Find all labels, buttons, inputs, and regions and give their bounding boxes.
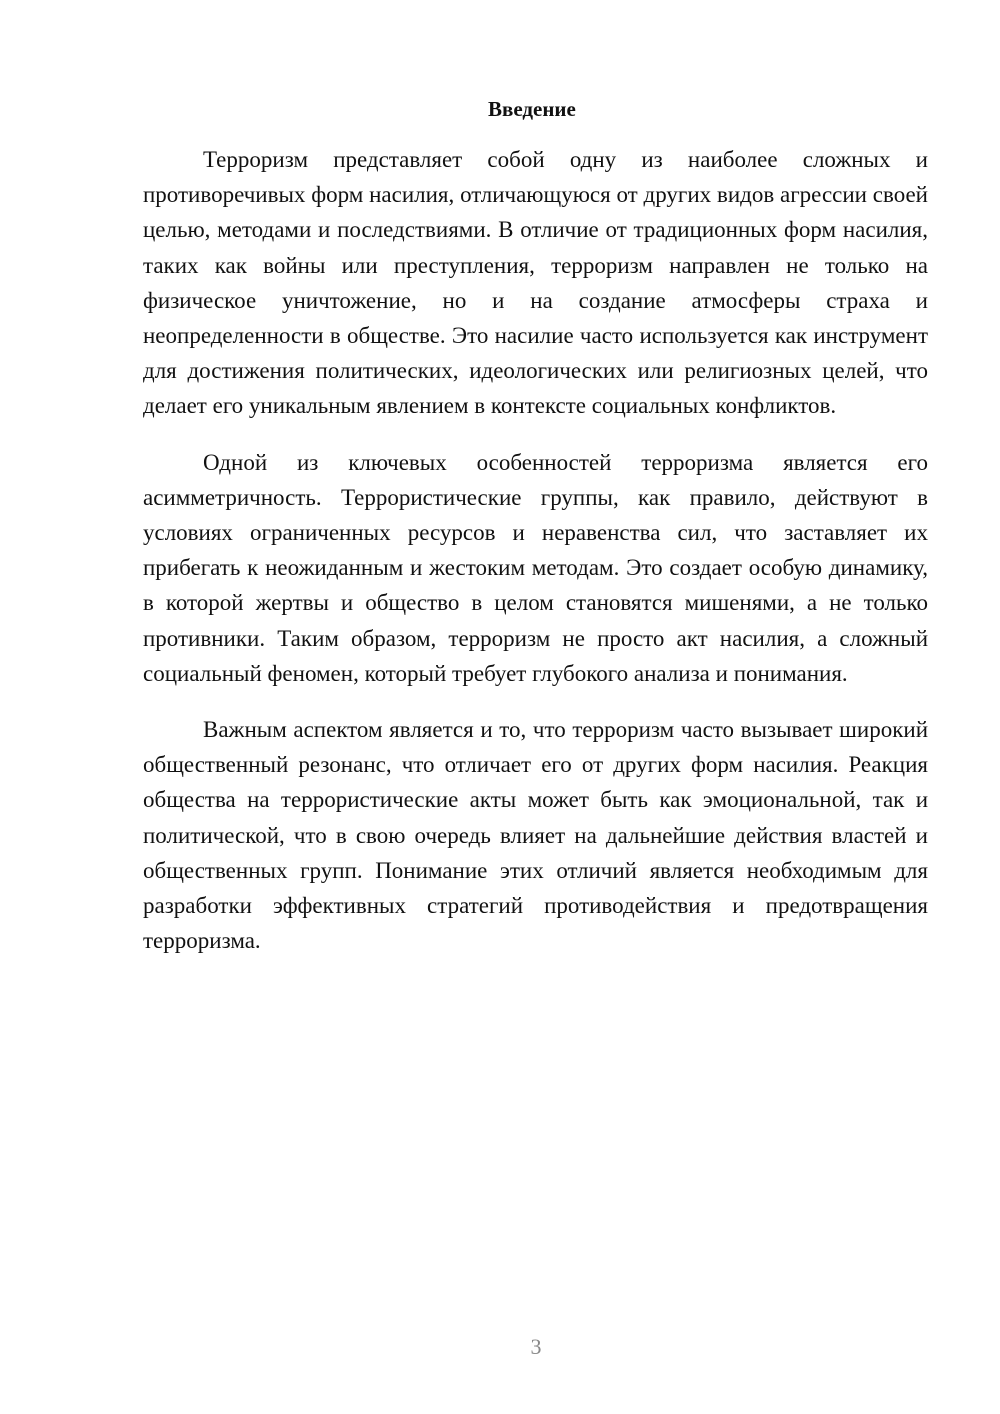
paragraph: Терроризм представляет собой одну из наиболее сложных и противоречивых форм насилия, отличающуюся от других видов агрессии своей целью, методами и последствиями. В отличие от традиционных форм насилия, таких как войны или преступления, терроризм направлен не только на физическое уничтожение, но и на создание атмосферы страха и неопределенности в обществе. Это насилие часто используется как инструмент для достижения политических, идеологических или религиозных целей, что делает его уникальным явлением в контексте социальных конфликтов. — [143, 147, 928, 419]
section-heading: Введение — [488, 97, 576, 121]
paragraph: Одной из ключевых особенностей терроризма является его асимметричность. Террористические группы, как правило, действуют в условиях ограниченных ресурсов и неравенства сил, что заставляет их прибегать к неожиданным и жестоким методам. Это создает особую динамику, в которой жертвы и общество в целом становятся мишенями, а не только противники. Таким образом, терроризм не просто акт насилия, а сложный социальный феномен, который требует глубокого анализа и понимания. — [143, 449, 928, 686]
page-number: 3 — [530, 1334, 542, 1359]
paragraph: Важным аспектом является и то, что терроризм часто вызывает широкий общественный резонанс, что отличает его от других форм насилия. Реакция общества на террористические акты может быть как эмоциональной, так и политической, что в свою очередь влияет на дальнейшие действия властей и общественных групп. Понимание этих отличий является необходимым для разработки эффективных стратегий противодействия и предотвращения терроризма. — [143, 717, 928, 954]
body-text — [143, 142, 928, 979]
